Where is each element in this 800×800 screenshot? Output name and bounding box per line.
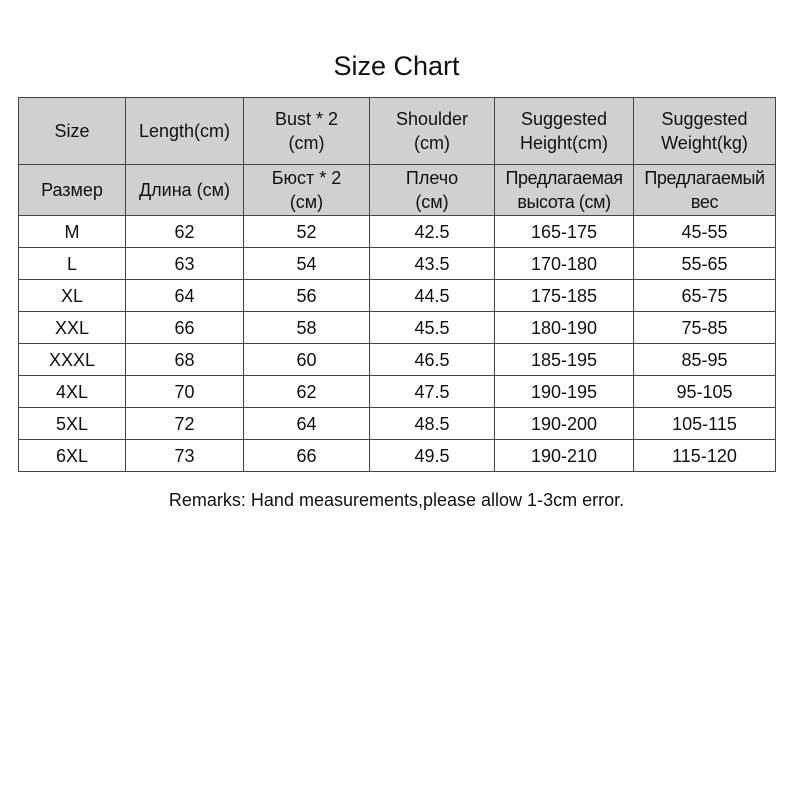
- bust-cell: 58: [244, 312, 370, 344]
- bust-cell: 60: [244, 344, 370, 376]
- table-row: [19, 280, 776, 312]
- length-cell: 68: [126, 344, 244, 376]
- table-row: [19, 312, 776, 344]
- weight-cell: 65-75: [634, 280, 776, 312]
- size-cell: 6XL: [19, 440, 126, 472]
- weight-cell: 75-85: [634, 312, 776, 344]
- size-cell: M: [19, 216, 126, 248]
- size-cell: XL: [19, 280, 126, 312]
- size-cell: L: [19, 248, 126, 280]
- table-row: [19, 248, 776, 280]
- shoulder-cell: 48.5: [370, 408, 495, 440]
- page-title: Size Chart: [333, 51, 460, 81]
- length-cell: 64: [126, 280, 244, 312]
- size-cell: 4XL: [19, 376, 126, 408]
- length-cell: 62: [126, 216, 244, 248]
- weight-cell: 105-115: [634, 408, 776, 440]
- shoulder-cell: 44.5: [370, 280, 495, 312]
- size-cell: XXXL: [19, 344, 126, 376]
- bust-cell: 62: [244, 376, 370, 408]
- table-row: [19, 440, 776, 472]
- header-cell: Предлагаемая высота (см): [495, 165, 634, 216]
- table-row: [19, 344, 776, 376]
- shoulder-cell: 49.5: [370, 440, 495, 472]
- size-cell: XXL: [19, 312, 126, 344]
- height-cell: 190-200: [495, 408, 634, 440]
- header-cell: Suggested Height(cm): [495, 98, 634, 165]
- length-cell: 66: [126, 312, 244, 344]
- weight-cell: 55-65: [634, 248, 776, 280]
- table-row: [19, 408, 776, 440]
- bust-cell: 52: [244, 216, 370, 248]
- header-cell: Bust * 2 (cm): [244, 98, 370, 165]
- length-cell: 73: [126, 440, 244, 472]
- remarks-note: Remarks: Hand measurements,please allow 1-3cm error.: [168, 490, 625, 510]
- header-cell: Suggested Weight(kg): [634, 98, 776, 165]
- height-cell: 190-210: [495, 440, 634, 472]
- weight-cell: 115-120: [634, 440, 776, 472]
- table-row: [19, 376, 776, 408]
- header-cell: Size: [19, 98, 126, 165]
- header-row-english: [19, 98, 776, 165]
- shoulder-cell: 47.5: [370, 376, 495, 408]
- header-cell: Предлагаемый вес: [634, 165, 776, 216]
- bust-cell: 54: [244, 248, 370, 280]
- header-row-russian: [19, 165, 776, 216]
- height-cell: 185-195: [495, 344, 634, 376]
- header-cell: Плечо (см): [370, 165, 495, 216]
- height-cell: 180-190: [495, 312, 634, 344]
- header-cell: Shoulder (cm): [370, 98, 495, 165]
- height-cell: 165-175: [495, 216, 634, 248]
- weight-cell: 95-105: [634, 376, 776, 408]
- shoulder-cell: 43.5: [370, 248, 495, 280]
- height-cell: 190-195: [495, 376, 634, 408]
- size-cell: 5XL: [19, 408, 126, 440]
- bust-cell: 66: [244, 440, 370, 472]
- height-cell: 170-180: [495, 248, 634, 280]
- table-row: [19, 216, 776, 248]
- height-cell: 175-185: [495, 280, 634, 312]
- header-cell: Бюст * 2 (см): [244, 165, 370, 216]
- header-cell: Длина (см): [126, 165, 244, 216]
- bust-cell: 64: [244, 408, 370, 440]
- length-cell: 70: [126, 376, 244, 408]
- header-cell: Length(cm): [126, 98, 244, 165]
- weight-cell: 85-95: [634, 344, 776, 376]
- bust-cell: 56: [244, 280, 370, 312]
- header-cell: Размер: [19, 165, 126, 216]
- length-cell: 63: [126, 248, 244, 280]
- shoulder-cell: 46.5: [370, 344, 495, 376]
- shoulder-cell: 42.5: [370, 216, 495, 248]
- shoulder-cell: 45.5: [370, 312, 495, 344]
- weight-cell: 45-55: [634, 216, 776, 248]
- length-cell: 72: [126, 408, 244, 440]
- size-chart-table: [18, 97, 776, 472]
